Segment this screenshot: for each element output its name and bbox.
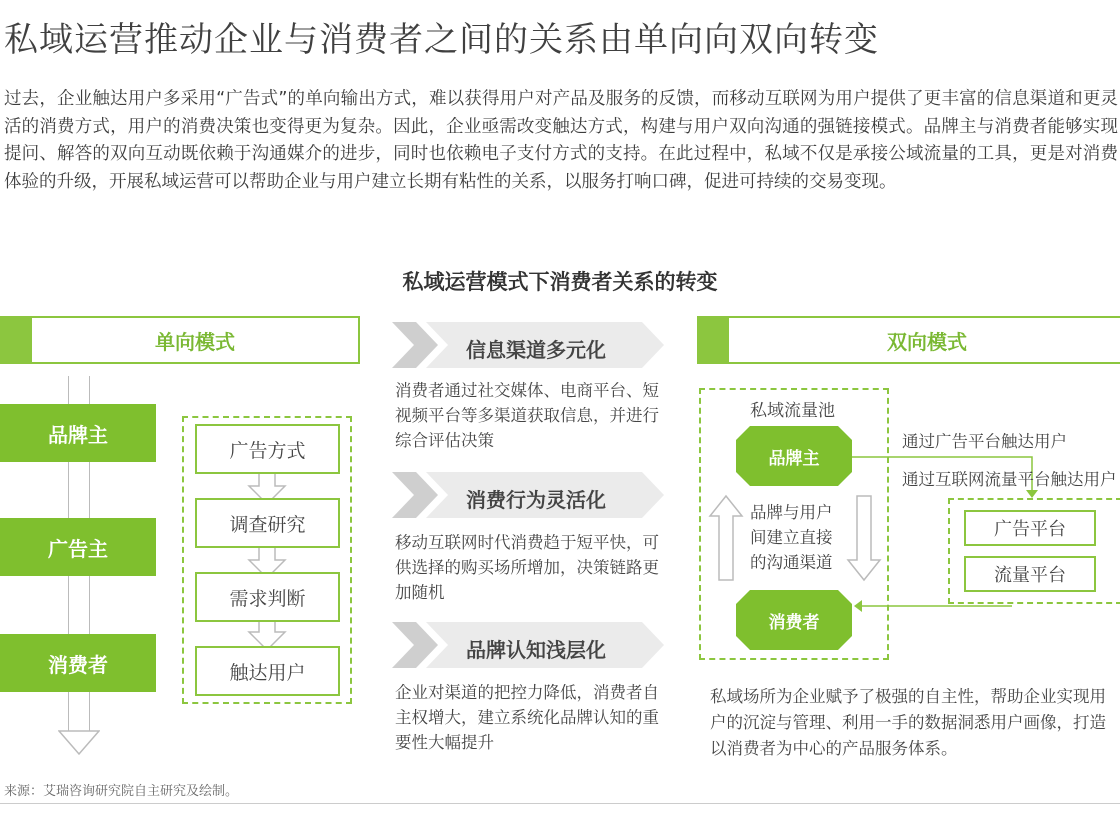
- step-research: 调查研究: [195, 498, 340, 548]
- page-title: 私域运营推动企业与消费者之间的关系由单向向双向转变: [4, 20, 879, 60]
- middle-title-behavior: 消费行为灵活化: [466, 488, 606, 512]
- step-advertising: 广告方式: [195, 424, 340, 474]
- node-brand: 品牌主: [768, 448, 820, 469]
- arrow-up-icon: [708, 494, 744, 582]
- platform-ad: 广告平台: [964, 510, 1096, 546]
- relation-text: 品牌与用户间建立直接的沟通渠道: [750, 503, 833, 572]
- note-ad-platform: 通过广告平台触达用户: [902, 432, 1067, 451]
- role-advertiser: 广告主: [0, 518, 156, 576]
- private-pool-label: 私域流量池: [750, 401, 835, 421]
- source-note: 来源：艾瑞咨询研究院自主研究及绘制。: [4, 784, 239, 799]
- diagram-title: 私域运营模式下消费者关系的转变: [402, 270, 718, 294]
- one-way-header: 单向模式: [30, 316, 360, 364]
- step-reach-users: 触达用户: [195, 646, 340, 696]
- middle-text-channels: 消费者通过社交媒体、电商平台、短视频平台等多渠道获取信息，并进行综合评估决策: [395, 381, 659, 450]
- two-way-summary: 私域场所为企业赋予了极强的自主性，帮助企业实现用户的沉淀与管理、利用一手的数据洞悉用户画像，打造以消费者为中心的产品服务体系。: [710, 687, 1106, 758]
- middle-text-cognition: 企业对渠道的把控力降低，消费者自主权增大，建立系统化品牌认知的重要性大幅提升: [395, 683, 659, 752]
- note-traffic-platform: 通过互联网流量平台触达用户: [902, 470, 1117, 489]
- two-way-header: 双向模式: [727, 316, 1120, 364]
- middle-title-cognition: 品牌认知浅层化: [466, 638, 606, 662]
- intro-paragraph: 过去，企业触达用户多采用“广告式”的单向输出方式，难以获得用户对产品及服务的反馈，而移动互联网为用户提供了更丰富的信息渠道和更灵活的消费方式，用户的消费决策也变得更为复杂。因此，企业亟需改变触达方式，构建与用户双向沟通的强链接模式。品牌主与消费者能够实现提问、解答的双向互动既依赖于沟通媒介的进步，同时也依赖电子支付方式的支持。在此过程中，私域不仅是承接公域流量的工具，更是对消费体验的升级，开展私域运营可以帮助企业与用户建立长期有粘性的关系，以服务打响口碑，促进可持续的交易变现。: [4, 89, 1118, 192]
- two-way-header-marker: [697, 316, 727, 364]
- footer-rule: [0, 803, 1120, 804]
- role-brand-owner: 品牌主: [0, 404, 156, 462]
- platform-traffic: 流量平台: [964, 556, 1096, 592]
- role-consumer: 消费者: [0, 634, 156, 692]
- middle-title-channels: 信息渠道多元化: [466, 338, 606, 362]
- one-way-header-marker: [0, 316, 30, 364]
- one-way-flow-arrowhead: [58, 730, 100, 756]
- middle-text-behavior: 移动互联网时代消费趋于短平快，可供选择的购买场所增加，决策链路更加随机: [395, 533, 659, 602]
- step-demand-judgment: 需求判断: [195, 572, 340, 622]
- node-consumer: 消费者: [768, 612, 820, 633]
